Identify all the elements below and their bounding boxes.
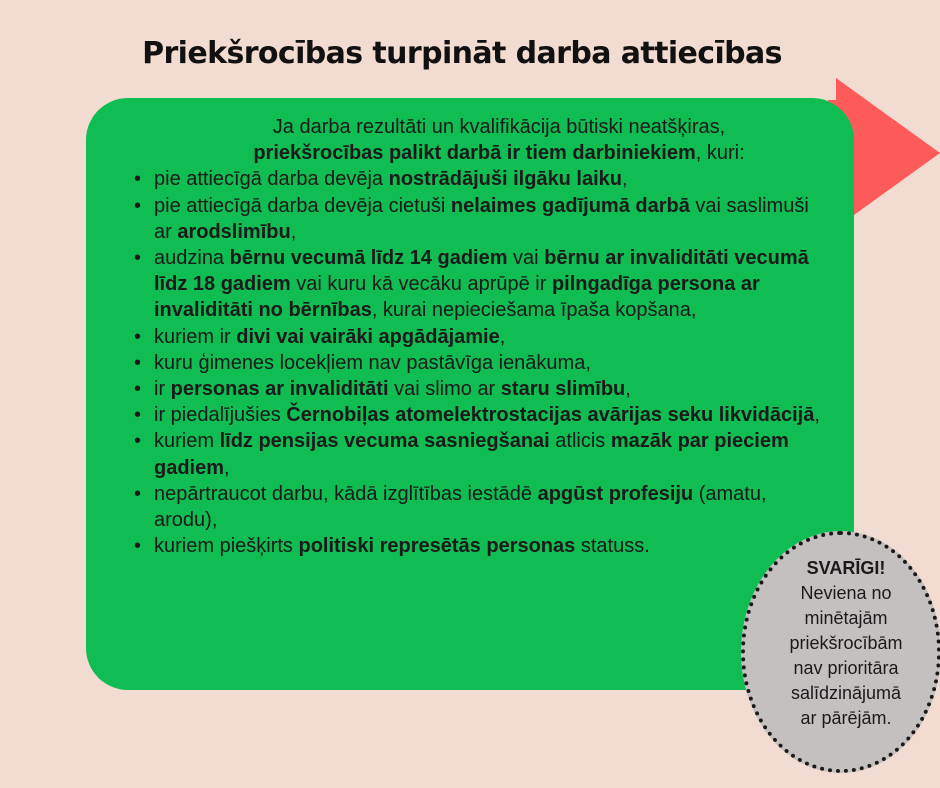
content-text (134, 114, 824, 559)
privileges-list (134, 166, 824, 559)
badge-line: minētajām (804, 608, 888, 628)
list-item: • ir personas ar invaliditāti vai slimo ar staru slimību, (134, 376, 824, 402)
list-item: • pie attiecīgā darba devēja nostrādājuši ilgāku laiku, (134, 166, 824, 192)
badge-line: ar pārējām. (800, 708, 892, 728)
page-title: Priekšrocības turpināt darba attiecības (142, 36, 782, 71)
list-item: • kuriem līdz pensijas vecuma sasniegšanai atlicis mazāk par pieciem gadiem, (134, 428, 824, 480)
list-item: • kuru ģimenes locekļiem nav pastāvīga ienākuma, (134, 350, 824, 376)
badge-line: nav prioritāra (793, 658, 899, 678)
list-item: • kuriem piešķirts politiski represētās personas statuss. (134, 533, 824, 559)
list-item: • audzina bērnu vecumā līdz 14 gadiem vai bērnu ar invaliditāti vecumā līdz 18 gadiem vai kuru kā vecāku aprūpē ir pilngadīga persona ar invaliditāti no bērnības, kurai nepieciešama īpaša kopšana, (134, 245, 824, 324)
intro-rest: , kuri: (695, 142, 745, 165)
intro-text (134, 114, 824, 166)
badge-line: Neviena no (800, 583, 892, 603)
badge-line: priekšrocībām (789, 633, 903, 653)
intro-line-1: Ja darba rezultāti un kvalifikācija būtiski neatšķiras, (272, 116, 726, 138)
important-badge-text (761, 556, 931, 731)
intro-line-2 (174, 140, 824, 166)
list-item: • nepārtraucot darbu, kādā izglītības iestādē apgūst profesiju (amatu, arodu), (134, 481, 824, 533)
badge-heading: SVARĪGI! (806, 558, 886, 578)
list-item: • ir piedalījušies Černobiļas atomelektrostacijas avārijas seku likvidācijā, (134, 402, 824, 428)
list-item: • kuriem ir divi vai vairāki apgādājamie, (134, 324, 824, 350)
list-item: • pie attiecīgā darba devēja cietuši nelaimes gadījumā darbā vai saslimuši ar arodslimību, (134, 193, 824, 245)
intro-bold: priekšrocības palikt darbā ir tiem darbiniekiem (253, 142, 696, 165)
badge-line: salīdzinājumā (790, 683, 902, 703)
